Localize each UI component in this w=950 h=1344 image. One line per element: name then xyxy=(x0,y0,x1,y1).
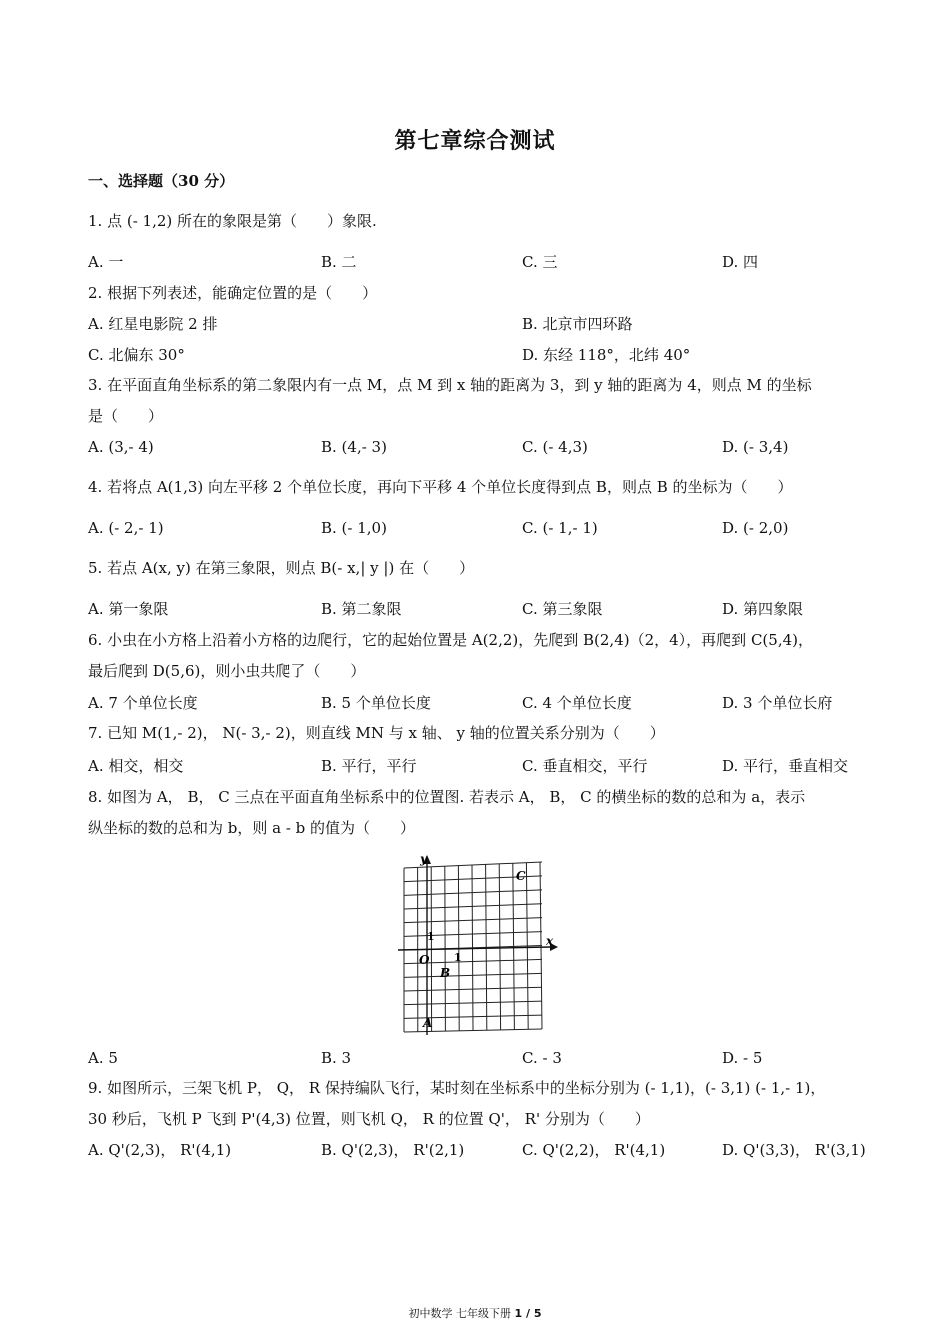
q6-option-d: D. 3 个单位长府 xyxy=(722,694,833,712)
x-axis-label: x xyxy=(546,934,554,948)
y-unit-label: 1 xyxy=(427,930,435,943)
page-number: 1 / 5 xyxy=(514,1307,542,1320)
q7-option-a: A. 相交，相交 xyxy=(88,757,184,775)
q7-option-c: C. 垂直相交，平行 xyxy=(522,757,648,775)
y-axis-label: y xyxy=(420,852,427,866)
grid-horizontal-line xyxy=(404,904,542,909)
grid-horizontal-line xyxy=(404,918,542,923)
q8-option-a: A. 5 xyxy=(88,1049,118,1067)
q8-option-b: B. 3 xyxy=(321,1049,352,1067)
q9-option-b: B. Q'(2,3)， R'(2,1) xyxy=(321,1141,465,1159)
q4-option-c: C. (- 1,- 1) xyxy=(522,519,598,537)
q4-option-d: D. (- 2,0) xyxy=(722,519,789,537)
point-b-label: B xyxy=(440,966,451,980)
grid-horizontal-line xyxy=(404,932,542,937)
question-4: 4. 若将点 A(1,3) 向左平移 2 个单位长度，再向下平移 4 个单位长度得到点 B，则点 B 的坐标为（ ） xyxy=(88,478,793,496)
x-unit-label: 1 xyxy=(454,951,462,964)
question-2: 2. 根据下列表述，能确定位置的是（ ） xyxy=(88,284,378,302)
question-3-cont: 是（ ） xyxy=(88,407,164,425)
origin-label: O xyxy=(419,953,430,967)
question-7: 7. 已知 M(1,- 2)， N(- 3,- 2)，则直线 MN 与 x 轴、 y 轴的位置关系分别为（ ） xyxy=(88,724,665,742)
footer-text: 初中数学 七年级下册 xyxy=(408,1307,515,1320)
question-9: 9. 如图所示，三架飞机 P， Q， R 保持编队飞行，某时刻在坐标系中的坐标分别为 (- 1,1)，(- 3,1) (- 1,- 1)， xyxy=(88,1079,826,1097)
grid-horizontal-line xyxy=(404,890,542,896)
q3-option-b: B. (4,- 3) xyxy=(321,438,387,456)
q1-option-d: D. 四 xyxy=(722,253,759,271)
section-heading: 一、选择题（30 分） xyxy=(88,172,235,190)
q2-option-d: D. 东经 118°，北纬 40° xyxy=(522,346,691,364)
q8-option-d: D. - 5 xyxy=(722,1049,763,1067)
q4-option-b: B. (- 1,0) xyxy=(321,519,387,537)
question-9-cont: 30 秒后，飞机 P 飞到 P'(4,3) 位置，则飞机 Q， R 的位置 Q'， R' 分别为（ ） xyxy=(88,1110,650,1128)
coordinate-grid-figure xyxy=(390,850,562,1038)
point-c-label: C xyxy=(516,869,526,883)
q7-option-b: B. 平行，平行 xyxy=(321,757,417,775)
question-1: 1. 点 (- 1,2) 所在的象限是第（ ）象限. xyxy=(88,212,377,230)
page-footer xyxy=(0,1305,950,1321)
q2-option-a: A. 红星电影院 2 排 xyxy=(88,315,218,333)
q5-option-b: B. 第二象限 xyxy=(321,600,402,618)
question-6: 6. 小虫在小方格上沿着小方格的边爬行，它的起始位置是 A(2,2)，先爬到 B(2,4)（2，4），再爬到 C(5,4)， xyxy=(88,631,813,649)
q4-option-a: A. (- 2,- 1) xyxy=(88,519,164,537)
question-6-cont: 最后爬到 D(5,6)，则小虫共爬了（ ） xyxy=(88,662,366,680)
q2-option-c: C. 北偏东 30° xyxy=(88,346,185,364)
q1-option-b: B. 二 xyxy=(321,253,357,271)
question-8-cont: 纵坐标的数的总和为 b，则 a - b 的值为（ ） xyxy=(88,819,416,837)
q5-option-d: D. 第四象限 xyxy=(722,600,804,618)
q7-option-d: D. 平行，垂直相交 xyxy=(722,757,849,775)
q3-option-d: D. (- 3,4) xyxy=(722,438,789,456)
q5-option-c: C. 第三象限 xyxy=(522,600,603,618)
question-5: 5. 若点 A(x, y) 在第三象限，则点 B(- x,| y |) 在（ ） xyxy=(88,559,475,577)
q9-option-c: C. Q'(2,2)， R'(4,1) xyxy=(522,1141,666,1159)
q1-option-a: A. 一 xyxy=(88,253,124,271)
q6-option-b: B. 5 个单位长度 xyxy=(321,694,431,712)
q3-option-c: C. (- 4,3) xyxy=(522,438,588,456)
point-a-label: A xyxy=(423,1016,433,1030)
q9-option-d: D. Q'(3,3)， R'(3,1) xyxy=(722,1141,866,1159)
page-title: 第七章综合测试 xyxy=(394,128,556,154)
q6-option-a: A. 7 个单位长度 xyxy=(88,694,198,712)
question-3: 3. 在平面直角坐标系的第二象限内有一点 M，点 M 到 x 轴的距离为 3，到 y 轴的距离为 4，则点 M 的坐标 xyxy=(88,376,812,394)
q3-option-a: A. (3,- 4) xyxy=(88,438,154,456)
q1-option-c: C. 三 xyxy=(522,253,558,271)
q2-option-b: B. 北京市四环路 xyxy=(522,315,633,333)
question-8: 8. 如图为 A， B， C 三点在平面直角坐标系中的位置图. 若表示 A， B， C 的横坐标的数的总和为 a，表示 xyxy=(88,788,806,806)
q9-option-a: A. Q'(2,3)， R'(4,1) xyxy=(88,1141,232,1159)
q6-option-c: C. 4 个单位长度 xyxy=(522,694,632,712)
q8-option-c: C. - 3 xyxy=(522,1049,562,1067)
q5-option-a: A. 第一象限 xyxy=(88,600,169,618)
